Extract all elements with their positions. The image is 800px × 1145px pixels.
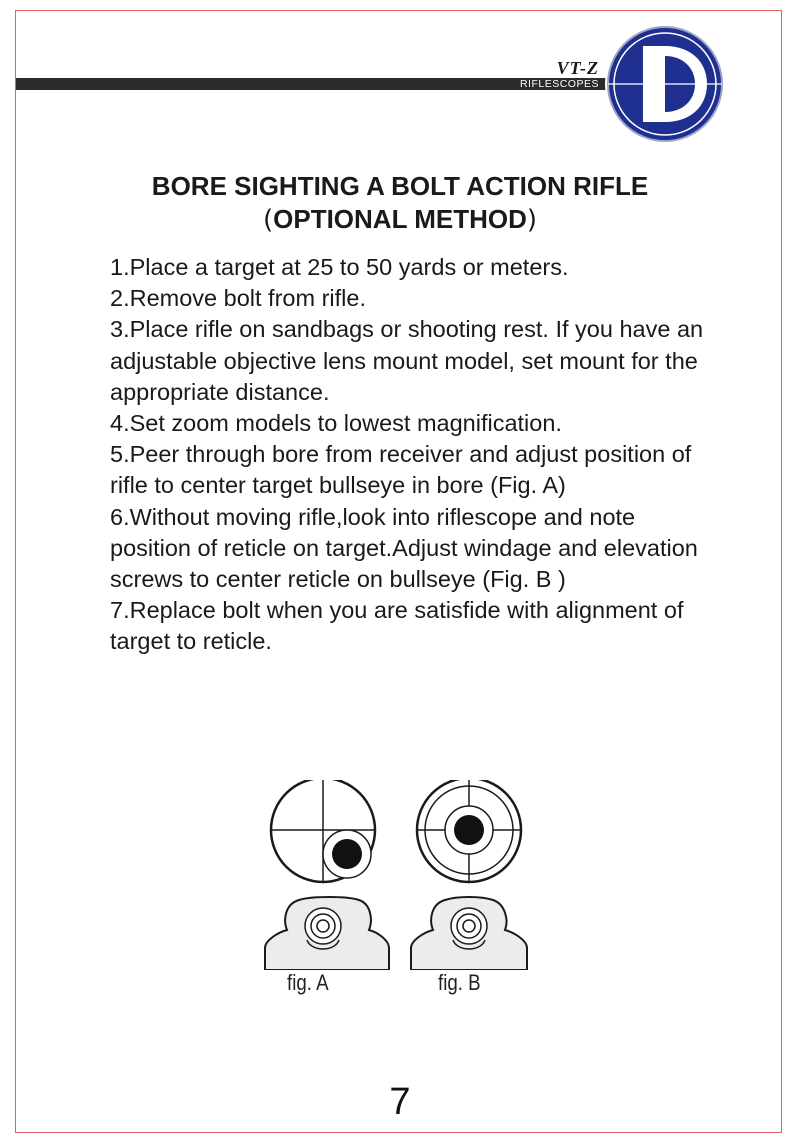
brand-subtitle: RIFLESCOPES (519, 78, 599, 90)
instruction-step-1: 1.Place a target at 25 to 50 yards or meters. (110, 254, 569, 280)
fig-a-receiver-icon (265, 897, 389, 970)
bore-sighting-illustration (255, 780, 545, 970)
instruction-list (110, 252, 710, 658)
title-open-paren: ( (262, 205, 274, 235)
instruction-step-6: 6.Without moving rifle,look into riflescope and note position of reticle on target.Adjust windage and elevation screws to center reticle on bullseye (Fig. B ) (110, 503, 698, 593)
brand-name: VT-Z (556, 58, 599, 78)
instruction-step-3: 3.Place rifle on sandbags or shooting rest. If you have an adjustable objective lens mount model, set mount for the appropriate distance. (110, 316, 704, 405)
brand-logo-icon (603, 26, 727, 150)
fig-b-scope-icon (417, 780, 521, 882)
title-close-paren: ) (526, 205, 538, 235)
instruction-step-5: 5.Peer through bore from receiver and adjust position of rifle to center target bullseye in bore (Fig. A) (110, 441, 692, 499)
instruction-step-4: 4.Set zoom models to lowest magnification. (110, 410, 562, 437)
title-line-2-text: OPTIONAL METHOD (273, 204, 527, 234)
brand-logotype (503, 58, 603, 92)
title-line-2 (0, 203, 800, 237)
page-title (0, 170, 800, 237)
instruction-step-2: 2.Remove bolt from rifle. (110, 285, 366, 312)
title-line-1: BORE SIGHTING A BOLT ACTION RIFLE (151, 171, 649, 201)
fig-a-scope-icon (271, 780, 375, 882)
fig-b-receiver-icon (411, 897, 527, 970)
page-number: 7 (389, 1081, 411, 1123)
instruction-step-7: 7.Replace bolt when you are satisfide with alignment of target to reticle. (110, 597, 684, 655)
fig-b-label: fig. B (438, 970, 481, 995)
fig-a-label: fig. A (287, 970, 329, 995)
